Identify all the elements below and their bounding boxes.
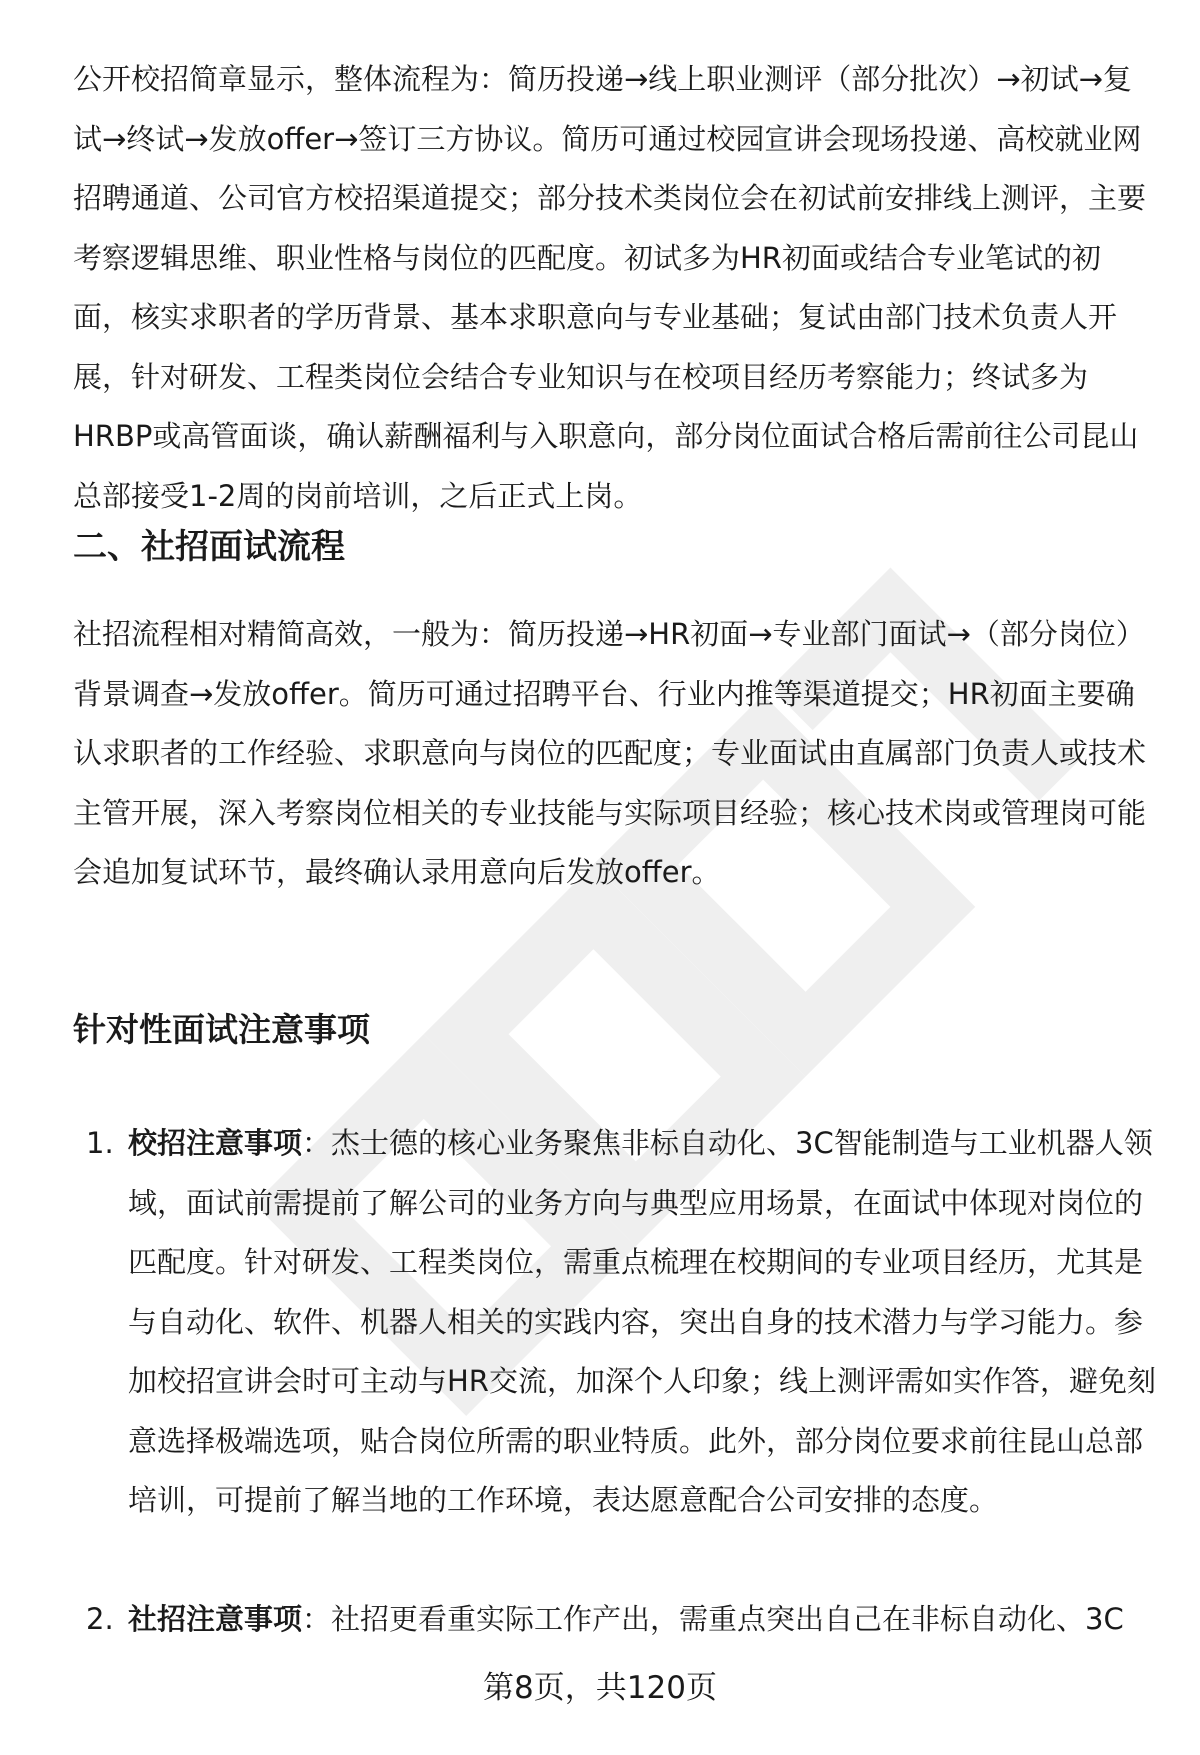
list-item-title: 社招注意事项 [128, 1602, 303, 1636]
intro-paragraph: 公开校招简章显示，整体流程为：简历投递→线上职业测评（部分批次）→初试→复试→终试→发放offer→签订三方协议。简历可通过校园宣讲会现场投递、高校就业网招聘通道、公司官方校招渠道提交；部分技术类岗位会在初试前安排线上测评，主要考察逻辑思维、职业性格与岗位的匹配度。初试多为HR初面或结合专业笔试的初面，核实求职者的学历背景、基本求职意向与专业基础；复试由部门技术负责人开展，针对研发、工程类岗位会结合专业知识与在校项目经历考察能力；终试多为HRBP或高管面谈，确认薪酬福利与入职意向，部分岗位面试合格后需前往公司昆山总部接受1-2周的岗前培训，之后正式上岗。 [73, 62, 1147, 513]
list-item-social-tips [128, 1590, 1160, 1650]
list-item-text: 社招更看重实际工作产出，需重点突出自己在非标自动化、3C [331, 1602, 1124, 1636]
social-recruitment-paragraph: 社招流程相对精简高效，一般为：简历投递→HR初面→专业部门面试→（部分岗位）背景调查→发放offer。简历可通过招聘平台、行业内推等渠道提交；HR初面主要确认求职者的工作经验、求职意向与岗位的匹配度；专业面试由直属部门负责人或技术主管开展，深入考察岗位相关的专业技能与实际项目经验；核心技术岗或管理岗可能会追加复试环节，最终确认录用意向后发放offer。 [73, 617, 1147, 889]
list-item-text: 杰士德的核心业务聚焦非标自动化、3C智能制造与工业机器人领域，面试前需提前了解公司的业务方向与典型应用场景，在面试中体现对岗位的匹配度。针对研发、工程类岗位，需重点梳理在校期间的专业项目经历，尤其是与自动化、软件、机器人相关的实践内容，突出自身的技术潜力与学习能力。参加校招宣讲会时可主动与HR交流，加深个人印象；线上测评需如实作答，避免刻意选择极端选项，贴合岗位所需的职业特质。此外，部分岗位要求前往昆山总部培训，可提前了解当地的工作环境，表达愿意配合公司安排的态度。 [128, 1126, 1156, 1517]
page-number-footer: 第8页，共120页 [483, 1670, 717, 1706]
list-item-separator: ： [302, 1602, 332, 1636]
list-item-number: 1. [86, 1126, 114, 1160]
section-heading-social-recruitment: 二、社招面试流程 [73, 527, 345, 567]
list-item-title: 校招注意事项 [128, 1126, 303, 1160]
list-item-number: 2. [86, 1602, 114, 1636]
section-heading-interview-tips: 针对性面试注意事项 [73, 1010, 370, 1049]
list-item-separator: ： [302, 1126, 332, 1160]
list-item-campus-tips [128, 1114, 1160, 1531]
